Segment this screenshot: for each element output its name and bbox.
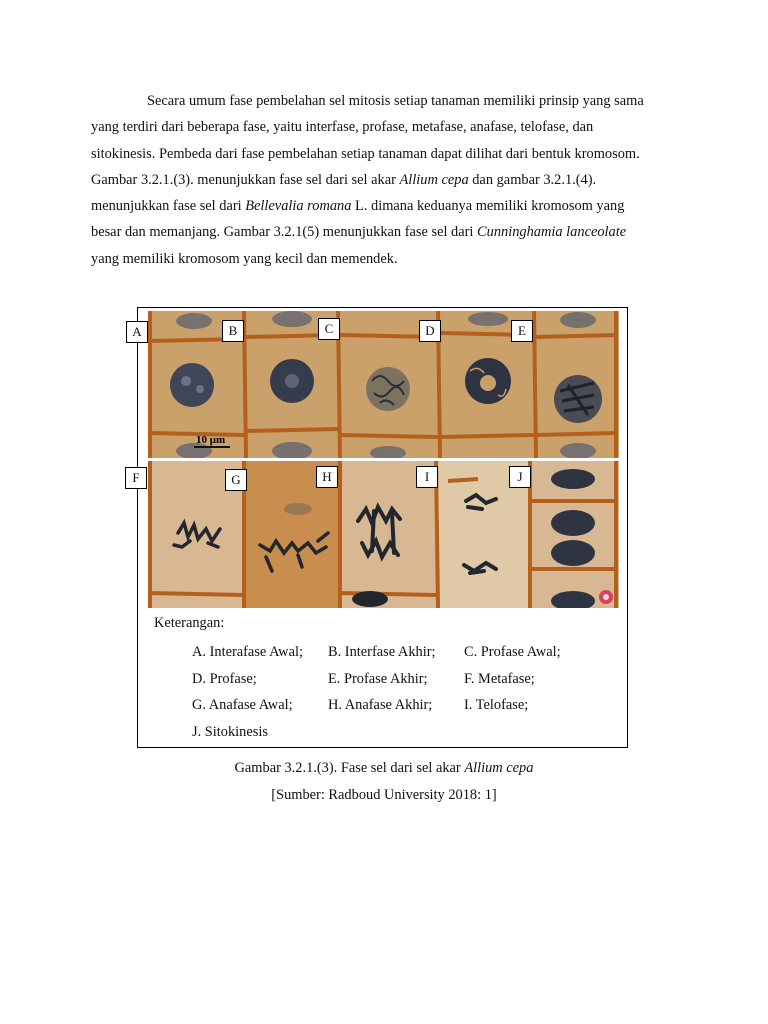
paragraph-line: yang terdiri dari beberapa fase, yaitu interfase, profase, metafase, anafase, telofase, dan — [91, 119, 594, 136]
paragraph-line — [91, 193, 681, 219]
legend-item: H. Anafase Akhir; — [328, 697, 433, 713]
paragraph-line — [91, 219, 681, 245]
panel-label-j: J — [509, 466, 531, 488]
body-paragraph — [91, 88, 681, 272]
legend-item: I. Telofase; — [464, 697, 529, 713]
legend-item: D. Profase; — [192, 670, 257, 687]
text-run: besar dan memanjang. Gambar 3.2.1(5) menunjukkan fase sel dari — [91, 224, 478, 241]
micrograph-row-bottom — [148, 461, 619, 608]
legend-grid — [192, 639, 614, 745]
panel-label-e: E — [511, 320, 533, 342]
panel-label-b: B — [222, 320, 244, 342]
micrograph-row-top — [148, 311, 619, 458]
legend-item: C. Profase Awal; — [464, 644, 561, 660]
panel-label-c: C — [318, 318, 340, 340]
micrograph-image — [148, 461, 619, 608]
legend-item: F. Metafase; — [464, 670, 535, 687]
panel-label-h: H — [316, 466, 338, 488]
figure-frame — [132, 307, 628, 748]
paragraph-line: Secara umum fase pembelahan sel mitosis setiap tanaman memiliki prinsip yang sama — [147, 93, 644, 109]
text-run: menunjukkan fase sel dari — [91, 198, 246, 215]
figure-source: [Sumber: Radboud University 2018: 1] — [271, 787, 497, 803]
legend-item: E. Profase Akhir; — [328, 670, 428, 687]
panel-label-g: G — [225, 469, 247, 491]
text-run: dan gambar 3.2.1.(4). — [468, 171, 597, 188]
scale-bar-label: 10 μm — [196, 434, 226, 446]
species-name: Bellevalia romana — [245, 198, 352, 215]
caption-species: Allium cepa — [464, 760, 534, 776]
text-run: L. dimana keduanya memiliki kromosom yang — [351, 198, 625, 215]
legend-title: Keterangan: — [154, 615, 225, 631]
panel-label-i: I — [416, 466, 438, 488]
species-name: Cunninghamia lanceolate — [477, 224, 627, 241]
paragraph-line: sitokinesis. Pembeda dari fase pembelahan setiap tanaman dapat dilihat dari bentuk kromosom. — [91, 145, 640, 162]
micrograph-image — [148, 311, 619, 458]
paragraph-line: yang memiliki kromosom yang kecil dan memendek. — [91, 250, 398, 267]
figure-caption — [0, 760, 768, 777]
legend-item: G. Anafase Awal; — [192, 697, 293, 713]
caption-text: Gambar 3.2.1.(3). Fase sel dari sel akar — [234, 760, 465, 776]
species-name: Allium cepa — [399, 171, 469, 188]
legend-item: B. Interfase Akhir; — [328, 644, 436, 660]
panel-label-d: D — [419, 320, 441, 342]
panel-label-f: F — [125, 467, 147, 489]
panel-label-a: A — [126, 321, 148, 343]
legend-item: J. Sitokinesis — [192, 723, 268, 740]
text-run: Gambar 3.2.1.(3). menunjukkan fase sel dari sel akar — [91, 171, 400, 188]
paragraph-line — [91, 167, 681, 193]
legend-item: A. Interafase Awal; — [192, 644, 303, 660]
